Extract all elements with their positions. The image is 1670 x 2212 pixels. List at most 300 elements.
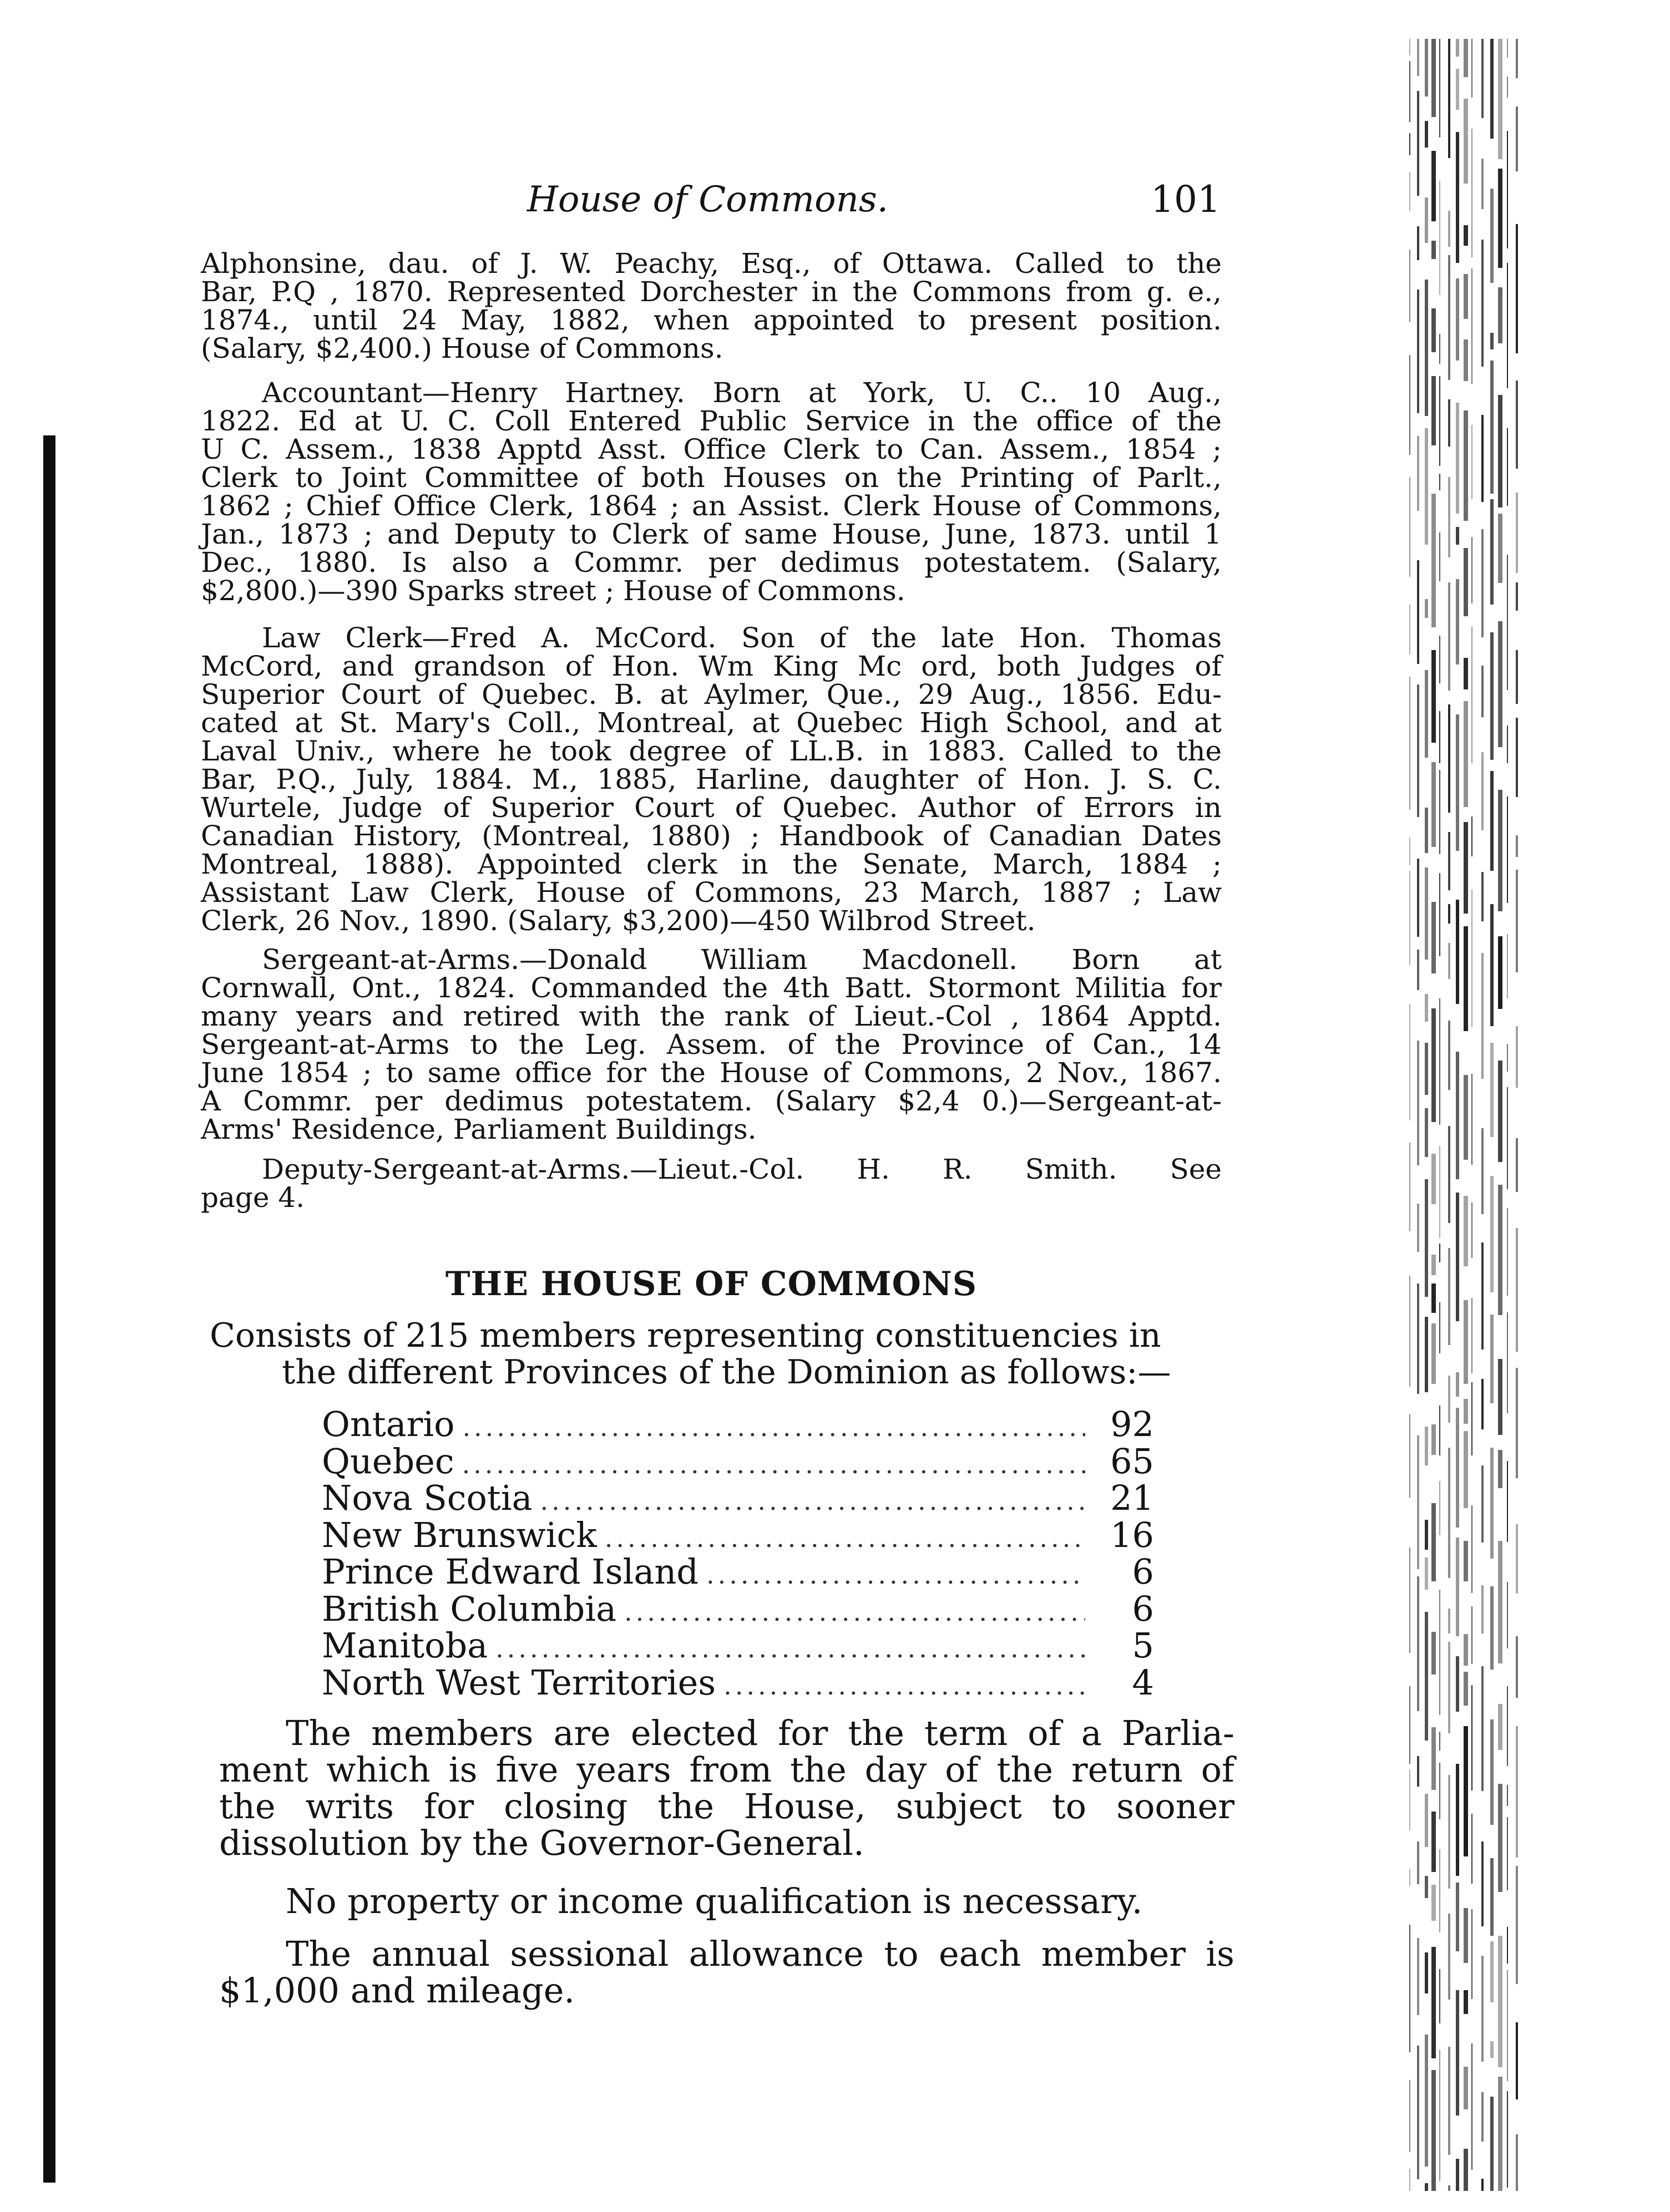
scan-artifact-line [1490,1941,1494,2002]
text-line: many years and retired with the rank of Lieut.-Col , 1864 Apptd. [201,1000,1222,1032]
scan-artifact-line [1481,1242,1484,1349]
scan-artifact-line [1409,477,1410,577]
scan-artifact-line [1516,1866,1518,1984]
scan-artifact-line [1431,308,1436,352]
text-line: The annual sessional allowance to each member is [286,1934,1234,1974]
scan-artifact-line [1431,241,1436,259]
scan-artifact-line [1516,1138,1518,1192]
scan-artifact-line [1448,2185,1450,2191]
member-count: 6 [1132,1588,1154,1629]
scan-artifact-line [1425,1952,1428,1993]
scan-artifact-line [1448,1775,1450,1889]
scan-artifact-line [1498,621,1502,747]
scan-artifact-line [1425,2035,1428,2167]
scan-artifact-line [1464,1075,1468,1160]
scan-artifact-line [1481,1956,1484,2062]
constituency-list [322,1406,1154,1701]
scan-artifact-line [1481,1841,1484,1926]
scan-artifact-line [1498,1541,1502,1663]
scan-artifact-line [1409,2080,1410,2152]
scan-artifact-line [1417,91,1419,196]
scan-artifact-line [1417,1041,1419,1165]
scan-artifact-line [1516,835,1518,857]
scan-artifact-line [1464,926,1468,1031]
scan-artifact-line [1425,1179,1428,1297]
scan-artifact-line [1456,579,1459,664]
text-line: Consists of 215 members representing constituencies in [210,1316,1161,1355]
running-head [200,175,1221,225]
scan-artifact-line [1439,636,1440,683]
scan-artifact-line [1481,752,1484,830]
province-name: Ontario [322,1404,455,1444]
scan-artifact-line [1507,131,1508,248]
scan-artifact-line [1425,121,1428,148]
province-name: Prince Edward Island [322,1551,699,1592]
scan-artifact-line [1425,2183,1428,2191]
scan-artifact-line [1507,1817,1508,1890]
scan-artifact-line [1498,1185,1502,1315]
scan-artifact-line [1498,514,1502,583]
scan-artifact-line [1498,1359,1502,1435]
scan-artifact-line [1417,1938,1419,2015]
scan-artifact-line [1409,1143,1410,1231]
scan-artifact-line [1498,1450,1502,1488]
province-name: Nova Scotia [322,1478,533,1518]
entry-accountant [201,379,1222,605]
scan-artifact-line [1490,1315,1494,1403]
scan-artifact-line [1516,39,1518,78]
scan-artifact-line [1481,1666,1484,1791]
scan-artifact-line [1471,1606,1472,1664]
scan-artifact-line [1456,1372,1459,1397]
scan-artifact-line [1439,711,1440,763]
scan-artifact-line [1516,1368,1518,1478]
scan-artifact-line [1439,532,1440,581]
scan-artifact-line [1409,1925,1410,2052]
scan-artifact-line [1490,2041,1494,2058]
scan-artifact-line [1409,1769,1410,1830]
scan-artifact-line [1456,1764,1459,1876]
scan-artifact-line [1507,1461,1508,1542]
constituency-row [322,1406,1154,1443]
scan-artifact-line [1507,1208,1508,1296]
scan-artifact-line [1439,334,1440,364]
text-line: Montreal, 1888). Appointed clerk in the Senate, March, 1884 ; [201,848,1222,880]
constituency-row [322,1627,1154,1665]
constituency-row [322,1551,1154,1592]
scan-artifact-line [1471,1505,1472,1593]
scan-artifact-line [1417,859,1419,937]
scan-artifact-line [1417,1841,1419,1884]
scan-artifact-line [1471,268,1472,384]
entry-deputy-sergeant [201,1155,1222,1212]
leader-dots [462,1409,1085,1446]
scan-artifact-line [1431,1632,1436,1675]
scan-artifact-line [1516,1228,1518,1352]
scan-artifact-line [1409,172,1410,211]
scan-artifact-line [1409,1548,1410,1653]
scan-artifact-line [1439,2050,1440,2181]
scan-artifact-line [1498,287,1502,343]
scan-artifact-line [1448,943,1450,979]
scan-artifact-line [1481,1465,1484,1543]
scan-artifact-line [1431,902,1436,973]
scan-artifact-line [1498,1061,1502,1162]
scan-artifact-line [1507,1087,1508,1189]
scan-artifact-line [1507,934,1508,998]
scan-artifact-line [1417,950,1419,990]
constituency-row [322,1440,1154,1482]
scan-artifact-line [1516,1726,1518,1858]
entry-intro [201,247,1222,364]
allowance-paragraph [219,1936,1234,2009]
scan-artifact-line [1456,2159,1459,2191]
scan-artifact-line [1464,1726,1468,1856]
scan-artifact-line [1481,1128,1484,1214]
constituency-row [322,1480,1154,1517]
scan-artifact-line [1439,376,1440,466]
scan-artifact-line [1464,1990,1468,2014]
page-number: 101 [1151,178,1221,221]
scan-artifact-line [1464,1196,1468,1266]
leader-dots [495,1630,1085,1667]
scan-artifact-line [1471,425,1472,499]
scan-artifact-line [1498,169,1502,268]
text-line: ment which is five years from the day of the return of [219,1749,1234,1790]
scan-artifact-line [1481,415,1484,502]
scan-artifact-line [1464,701,1468,807]
text-line: Jan., 1873 ; and Deputy to Clerk of same House, June, 1873. until 1 [201,518,1222,550]
scan-artifact-line [1507,726,1508,763]
scan-artifact-line [1425,428,1428,545]
scan-artifact-line [1409,39,1410,55]
text-line: Sergeant-at-Arms to the Leg. Assem. of the Province of Can., 14 [201,1028,1222,1061]
scan-artifact-line [1490,2097,1494,2191]
text-line: Law Clerk—Fred A. McCord. Son of the late Hon. Thomas [262,622,1222,654]
leader-dots [624,1594,1085,1631]
scan-artifact-line [1507,796,1508,903]
scan-artifact-line [1456,278,1459,361]
scan-artifact-line [1464,225,1468,246]
text-line: Deputy-Sergeant-at-Arms.—Lieut.-Col. H. R. Smith. See [262,1153,1222,1185]
scan-artifact-line [1471,890,1472,1027]
member-count: 5 [1132,1625,1154,1666]
scan-artifact-line [1481,159,1484,209]
text-line: A Commr. per dedimus potestatem. (Salary $2,4 0.)—Sergeant-at- [201,1085,1222,1117]
scan-artifact-line [1431,151,1436,221]
scan-artifact-line [1498,39,1502,159]
scan-artifact-line [1507,428,1508,506]
scan-artifact-line [1471,1909,1472,1999]
scan-artifact-line [1439,39,1440,138]
scan-artifact-line [1439,998,1440,1125]
member-count: 6 [1132,1551,1154,1592]
scan-artifact-line [1409,1869,1410,1886]
text-line: cated at St. Mary's Coll., Montreal, at Quebec High School, and at [201,707,1222,739]
term-paragraph [219,1715,1234,1861]
scan-artifact-line [1448,1021,1450,1090]
leader-dots [462,1446,1085,1483]
scan-artifact-line [1448,1914,1450,2000]
scan-artifact-line [1490,1719,1494,1825]
scan-artifact-line [1507,555,1508,690]
scan-artifact-line [1507,2091,1508,2188]
scan-artifact-line [1417,1435,1419,1569]
scan-artifact-line [1471,2043,1472,2170]
scan-artifact-line [1456,1883,1459,1951]
section-lead-in [210,1317,1225,1391]
scan-artifact-line [1471,1298,1472,1373]
scan-artifact-line [1490,361,1494,494]
scan-artifact-line [1439,1481,1440,1535]
running-title: House of Commons. [527,179,888,220]
scan-artifact-line [1471,627,1472,763]
scan-artifact-line [1417,436,1419,511]
scan-artifact-line [1431,376,1436,445]
text-line: dissolution by the Governor-General. [219,1823,864,1863]
scan-artifact-line [1448,2047,1450,2155]
scan-artifact-line [1471,1685,1472,1790]
scan-artifact-line [1507,1927,1508,1964]
scan-artifact-line [1456,1052,1459,1179]
scan-artifact-line [1490,904,1494,1026]
scan-artifact-line [1464,822,1468,914]
text-line: Wurtele, Judge of Superior Court of Quebec. Author of Errors in [201,792,1222,824]
scan-artifact-line [1409,61,1410,122]
scan-artifact-line [1464,2067,1468,2109]
text-line: Clerk to Joint Committee of both Houses on the Printing of Parlt., [201,461,1222,494]
scan-artifact-line [1431,1424,1436,1455]
scan-artifact-line [1409,1276,1410,1387]
scan-artifact-line [1425,1108,1428,1157]
scan-artifact-line [1464,1908,1468,1963]
scan-artifact-line [1431,1255,1436,1275]
scan-artifact-line [1516,106,1518,171]
scan-artifact-line [1439,1849,1440,1932]
scan-artifact-line [1439,1590,1440,1715]
text-line: (Salary, $2,400.) House of Commons. [201,332,723,364]
province-name: North West Territories [322,1662,716,1703]
scan-artifact-line [1516,1524,1518,1594]
scan-binding-strip [1398,39,1531,2191]
scan-artifact-line [1464,339,1468,381]
scan-artifact-line [1516,380,1518,469]
scan-artifact-line [1425,280,1428,416]
scan-artifact-line [1439,1969,1440,2023]
scan-artifact-line [1471,816,1472,856]
scan-artifact-line [1417,226,1419,260]
scan-artifact-line [1507,1686,1508,1766]
scan-artifact-line [1417,684,1419,817]
scan-artifact-line [1431,494,1436,627]
text-line: page 4. [201,1181,305,1214]
scan-artifact-line [1425,1317,1428,1392]
scan-artifact-line [1481,872,1484,921]
text-line: the different Provinces of the Dominion as follows:— [282,1353,1171,1392]
scan-artifact-line [1456,1990,1459,2115]
scan-artifact-line [1464,410,1468,521]
scan-artifact-line [1507,1312,1508,1413]
scan-artifact-line [1439,1244,1440,1262]
scan-artifact-line [1481,666,1484,717]
text-line: Accountant—Henry Hartney. Born at York, U. C.. 10 Aug., [262,377,1222,409]
scan-artifact-line [1498,790,1502,911]
constituency-row [322,1588,1154,1629]
scan-artifact-line [1431,1008,1436,1122]
scan-artifact-line [1490,189,1494,283]
scan-artifact-line [1448,39,1450,158]
scan-artifact-line [1417,560,1419,664]
scan-artifact-line [1431,650,1436,743]
scan-artifact-line [1507,77,1508,98]
scan-artifact-line [1456,1408,1459,1528]
scan-artifact-line [1490,1176,1494,1292]
scan-artifact-line [1490,1043,1494,1137]
scan-artifact-line [1439,1302,1440,1353]
text-line: Bar, P.Q , 1870. Represented Dorchester in the Commons from g. e., [201,276,1222,308]
scan-artifact-line [1498,936,1502,1009]
scan-artifact-line [1481,1379,1484,1429]
text-line: Assistant Law Clerk, House of Commons, 23 March, 1887 ; Law [201,876,1222,909]
text-line: Laval Univ., where he took degree of LL.B. in 1883. Called to the [201,735,1222,767]
scan-artifact-line [1498,1936,1502,2067]
scan-edge-bar [43,435,55,2183]
scan-artifact-line [1425,1557,1428,1590]
scan-artifact-line [1456,1193,1459,1321]
scan-artifact-line [1471,129,1472,257]
scan-artifact-line [1448,1376,1450,1423]
scan-artifact-line [1409,1686,1410,1764]
scan-artifact-line [1417,1576,1419,1711]
scan-artifact-line [1409,1004,1410,1120]
scan-artifact-line [1417,2046,1419,2179]
scan-artifact-line [1490,333,1494,349]
text-line: $1,000 and mileage. [219,1970,575,2011]
text-line: the writs for closing the House, subject to sooner [219,1786,1234,1827]
scan-artifact-line [1471,1814,1472,1884]
scan-artifact-line [1439,1146,1440,1238]
scan-artifact-line [1425,994,1428,1022]
scan-artifact-line [1439,1406,1440,1455]
scan-artifact-line [1425,1612,1428,1741]
text-line: Arms' Residence, Parliament Buildings. [201,1113,757,1145]
scan-artifact-line [1448,1609,1450,1633]
text-line: Dec., 1880. Is also a Commr. per dedimus potestatem. (Salary, [201,546,1222,579]
text-line: 1822. Ed at U. C. Coll Entered Public Service in the office of the [201,405,1222,437]
scan-artifact-line [1464,1300,1468,1384]
scan-artifact-line [1448,1642,1450,1733]
scan-artifact-line [1464,39,1468,77]
scan-artifact-line [1456,714,1459,851]
text-line: U C. Assem., 1838 Apptd Asst. Office Clerk to Can. Assem., 1854 ; [201,433,1222,465]
scan-artifact-line [1481,2092,1484,2142]
scan-artifact-line [1507,1044,1508,1072]
scan-artifact-line [1464,1541,1468,1581]
province-name: New Brunswick [322,1514,597,1555]
scan-artifact-line [1431,2070,1436,2191]
scan-artifact-line [1439,770,1440,854]
scan-artifact-line [1409,871,1410,965]
scan-artifact-line [1481,1585,1484,1633]
scan-artifact-line [1425,39,1428,97]
scan-artifact-line [1448,704,1450,813]
scan-artifact-line [1507,1582,1508,1648]
text-line: Canadian History, (Montreal, 1880) ; Handbook of Canadian Dates [201,820,1222,852]
scan-artifact-line [1471,1382,1472,1455]
scan-artifact-line [1425,1520,1428,1550]
leader-dots [723,1667,1085,1704]
scan-artifact-line [1448,399,1450,447]
scan-artifact-line [1471,39,1472,98]
scan-artifact-line [1516,718,1518,797]
scan-artifact-line [1431,1812,1436,1872]
text-line: 1874., until 24 May, 1882, when appointed to present position. [201,304,1222,336]
scan-artifact-line [1409,605,1410,655]
scan-artifact-line [1456,132,1459,263]
member-count: 65 [1110,1440,1154,1482]
scan-artifact-line [1456,1538,1459,1636]
text-line: The members are elected for the term of a Parlia- [286,1713,1234,1753]
scan-artifact-line [1516,493,1518,573]
scan-artifact-line [1490,632,1494,760]
scan-artifact-line [1431,1503,1436,1581]
scan-artifact-line [1425,867,1428,960]
scan-artifact-line [1425,670,1428,758]
constituency-row [322,1514,1154,1555]
scan-artifact-line [1516,1636,1518,1698]
scan-artifact-line [1439,1763,1440,1819]
scan-artifact-line [1456,527,1459,545]
member-count: 4 [1132,1662,1154,1703]
scan-artifact-line [1448,1126,1450,1223]
scan-artifact-line [1448,832,1450,890]
province-name: Quebec [322,1440,454,1482]
scan-artifact-line [1481,2179,1484,2191]
leader-dots [540,1483,1085,1520]
scan-artifact-line [1425,1043,1428,1095]
scan-artifact-line [1481,39,1484,118]
scan-artifact-line [1409,1414,1410,1498]
scan-artifact-line [1498,1784,1502,1892]
scan-artifact-line [1516,224,1518,353]
scan-artifact-line [1490,1448,1494,1559]
scan-artifact-line [1516,2022,1518,2099]
scan-artifact-line [1507,1970,1508,2081]
scan-artifact-line [1464,99,1468,184]
scan-artifact-line [1507,1785,1508,1806]
member-count: 92 [1110,1404,1154,1444]
scan-artifact-line [1439,873,1440,956]
constituency-row [322,1662,1154,1703]
scan-artifact-line [1481,240,1484,367]
scan-artifact-line [1516,650,1518,704]
province-name: Manitoba [322,1625,488,1666]
scan-artifact-line [1507,39,1508,58]
scan-artifact-line [1409,838,1410,865]
scan-artifact-line [1471,537,1472,603]
scan-artifact-line [1448,477,1450,557]
scan-artifact-line [1439,181,1440,295]
scan-artifact-line [1456,403,1459,514]
scan-artifact-line [1425,808,1428,853]
scan-artifact-line [1464,1672,1468,1706]
scan-artifact-line [1425,1794,1428,1847]
scan-artifact-line [1439,474,1440,490]
scan-artifact-line [1448,582,1450,691]
scan-artifact-line [1507,263,1508,388]
text-line: June 1854 ; to same office for the House of Commons, 2 Nov., 1867. [201,1057,1222,1089]
scan-artifact-line [1481,953,1484,1079]
